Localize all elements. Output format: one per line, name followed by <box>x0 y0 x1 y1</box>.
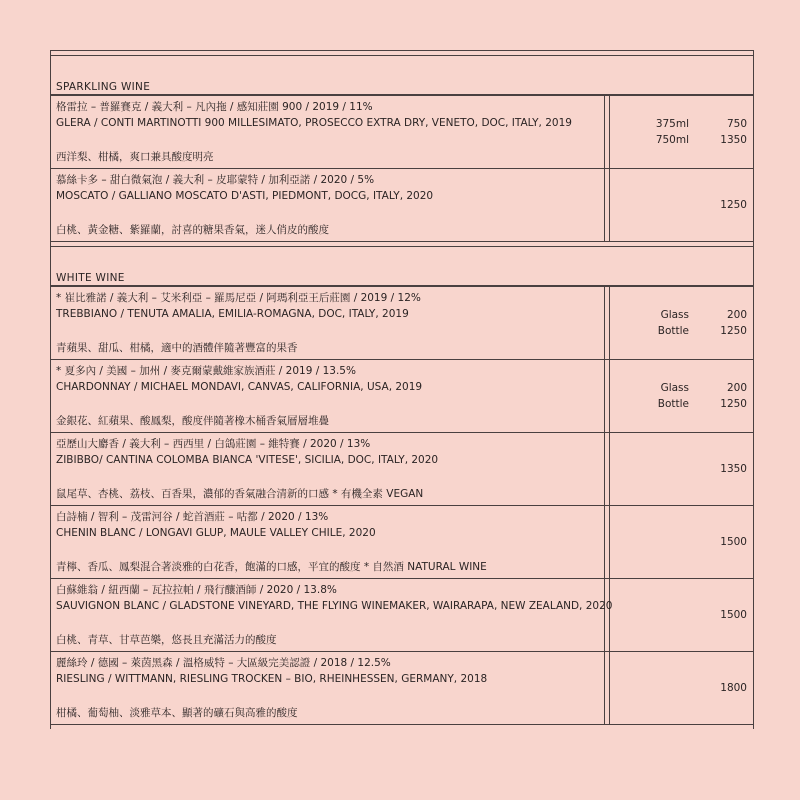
price-cell <box>610 652 753 724</box>
tasting-notes: 青蘋果、甜瓜、柑橘，適中的酒體伴隨著豐富的果香 <box>56 342 298 354</box>
wine-row <box>51 505 753 578</box>
section-title: SPARKLING WINE <box>51 56 753 95</box>
wine-description <box>51 96 605 168</box>
wine-description <box>51 433 605 505</box>
price-line <box>610 534 753 550</box>
price-line <box>610 607 753 623</box>
wine-row <box>51 651 753 724</box>
price-line <box>610 116 753 132</box>
price-value: 1500 <box>720 609 747 621</box>
menu-section <box>51 246 753 729</box>
wine-name-zh: * 崔比雅諾 / 義大利 – 艾米利亞 – 羅馬尼亞 / 阿瑪利亞王后莊園 / 2019 / 12% <box>56 292 421 304</box>
price-value: 1250 <box>720 199 747 211</box>
wine-name-en: TREBBIANO / TENUTA AMALIA, EMILIA-ROMAGNA, DOC, ITALY, 2019 <box>56 308 409 320</box>
section-end-rule <box>51 724 753 729</box>
price-label: Bottle <box>657 325 689 337</box>
wine-row <box>51 432 753 505</box>
section-title: WHITE WINE <box>51 247 753 286</box>
price-cell <box>610 433 753 505</box>
wine-name-zh: 白詩楠 / 智利 – 茂雷河谷 / 蛇首酒莊 – 咕都 / 2020 / 13% <box>56 511 329 523</box>
wine-name-zh: 格雷拉 – 普羅賽克 / 義大利 – 凡內拖 / 感知莊園 900 / 2019 / 11% <box>56 101 373 113</box>
tasting-notes: 白桃、黃金糖、紫羅蘭，討喜的糖果香氣，迷人俏皮的酸度 <box>56 224 329 236</box>
price-value: 1500 <box>720 536 747 548</box>
price-value: 200 <box>726 309 747 321</box>
wine-description <box>51 169 605 241</box>
menu-section <box>51 55 753 246</box>
tasting-notes: 青檸、香瓜、鳳梨混合著淡雅的白花香，飽滿的口感，平宜的酸度 * 自然酒 NATURAL WINE <box>56 561 487 573</box>
price-line <box>610 132 753 148</box>
price-line <box>610 323 753 339</box>
price-value: 1250 <box>720 398 747 410</box>
wine-name-zh: 慕絲卡多 – 甜白微氣泡 / 義大利 – 皮耶蒙特 / 加利亞諾 / 2020 / 5% <box>56 174 375 186</box>
price-label: Glass <box>660 382 689 394</box>
wine-description <box>51 360 605 432</box>
price-cell <box>610 360 753 432</box>
wine-menu <box>50 50 754 729</box>
price-cell <box>610 96 753 168</box>
wine-name-en: MOSCATO / GALLIANO MOSCATO D'ASTI, PIEDMONT, DOCG, ITALY, 2020 <box>56 190 434 202</box>
price-line <box>610 197 753 213</box>
price-value: 1350 <box>720 463 747 475</box>
wine-row <box>51 286 753 359</box>
price-label: Glass <box>660 309 689 321</box>
wine-name-en: SAUVIGNON BLANC / GLADSTONE VINEYARD, THE FLYING WINEMAKER, WAIRARAPA, NEW ZEALAND, 2020 <box>56 600 613 612</box>
price-label: Bottle <box>657 398 689 410</box>
price-label: 375ml <box>655 118 689 130</box>
tasting-notes: 鼠尾草、杏桃、荔枝、百香果，濃郁的香氣融合清新的口感 * 有機全素 VEGAN <box>56 488 424 500</box>
price-line <box>610 307 753 323</box>
wine-row <box>51 168 753 241</box>
wine-name-en: ZIBIBBO/ CANTINA COLOMBA BIANCA 'VITESE', SICILIA, DOC, ITALY, 2020 <box>56 454 439 466</box>
wine-name-zh: 麗絲玲 / 德國 – 萊茵黑森 / 溫格威特 – 大區級完美認證 / 2018 / 12.5% <box>56 657 391 669</box>
wine-description <box>51 579 613 651</box>
price-label: 750ml <box>655 134 689 146</box>
wine-name-en: RIESLING / WITTMANN, RIESLING TROCKEN – BIO, RHEINHESSEN, GERMANY, 2018 <box>56 673 488 685</box>
price-line <box>610 680 753 696</box>
price-value: 1250 <box>720 325 747 337</box>
tasting-notes: 金銀花、紅蘋果、酸鳳梨，酸度伴隨著橡木桶香氣層層堆疊 <box>56 415 329 427</box>
wine-name-en: CHARDONNAY / MICHAEL MONDAVI, CANVAS, CALIFORNIA, USA, 2019 <box>56 381 423 393</box>
wine-name-en: CHENIN BLANC / LONGAVI GLUP, MAULE VALLEY CHILE, 2020 <box>56 527 376 539</box>
wine-description <box>51 506 605 578</box>
price-cell <box>610 579 753 651</box>
wine-row <box>51 95 753 168</box>
price-cell <box>610 287 753 359</box>
price-value: 1800 <box>720 682 747 694</box>
price-cell <box>610 169 753 241</box>
wine-row <box>51 578 753 651</box>
tasting-notes: 西洋梨、柑橘，爽口兼具酸度明亮 <box>56 151 214 163</box>
wine-description <box>51 287 605 359</box>
price-line <box>610 461 753 477</box>
wine-name-zh: * 夏多內 / 美國 – 加州 / 麥克爾蒙戴維家族酒莊 / 2019 / 13.5% <box>56 365 356 377</box>
price-value: 750 <box>726 118 747 130</box>
price-value: 1350 <box>720 134 747 146</box>
wine-row <box>51 359 753 432</box>
price-cell <box>610 506 753 578</box>
wine-description <box>51 652 605 724</box>
wine-name-zh: 亞歷山大麝香 / 義大利 – 西西里 / 白鴿莊園 – 維特賽 / 2020 / 13% <box>56 438 371 450</box>
price-line <box>610 380 753 396</box>
wine-name-zh: 白蘇維翁 / 紐西蘭 – 瓦拉拉帕 / 飛行釀酒師 / 2020 / 13.8% <box>56 584 337 596</box>
tasting-notes: 白桃、青草、甘草芭樂，悠長且充滿活力的酸度 <box>56 634 277 646</box>
price-value: 200 <box>726 382 747 394</box>
price-line <box>610 396 753 412</box>
wine-name-en: GLERA / CONTI MARTINOTTI 900 MILLESIMATO, PROSECCO EXTRA DRY, VENETO, DOC, ITALY, 2019 <box>56 117 572 129</box>
tasting-notes: 柑橘、葡萄柚、淡雅草本、顯著的礦石與高雅的酸度 <box>56 707 298 719</box>
